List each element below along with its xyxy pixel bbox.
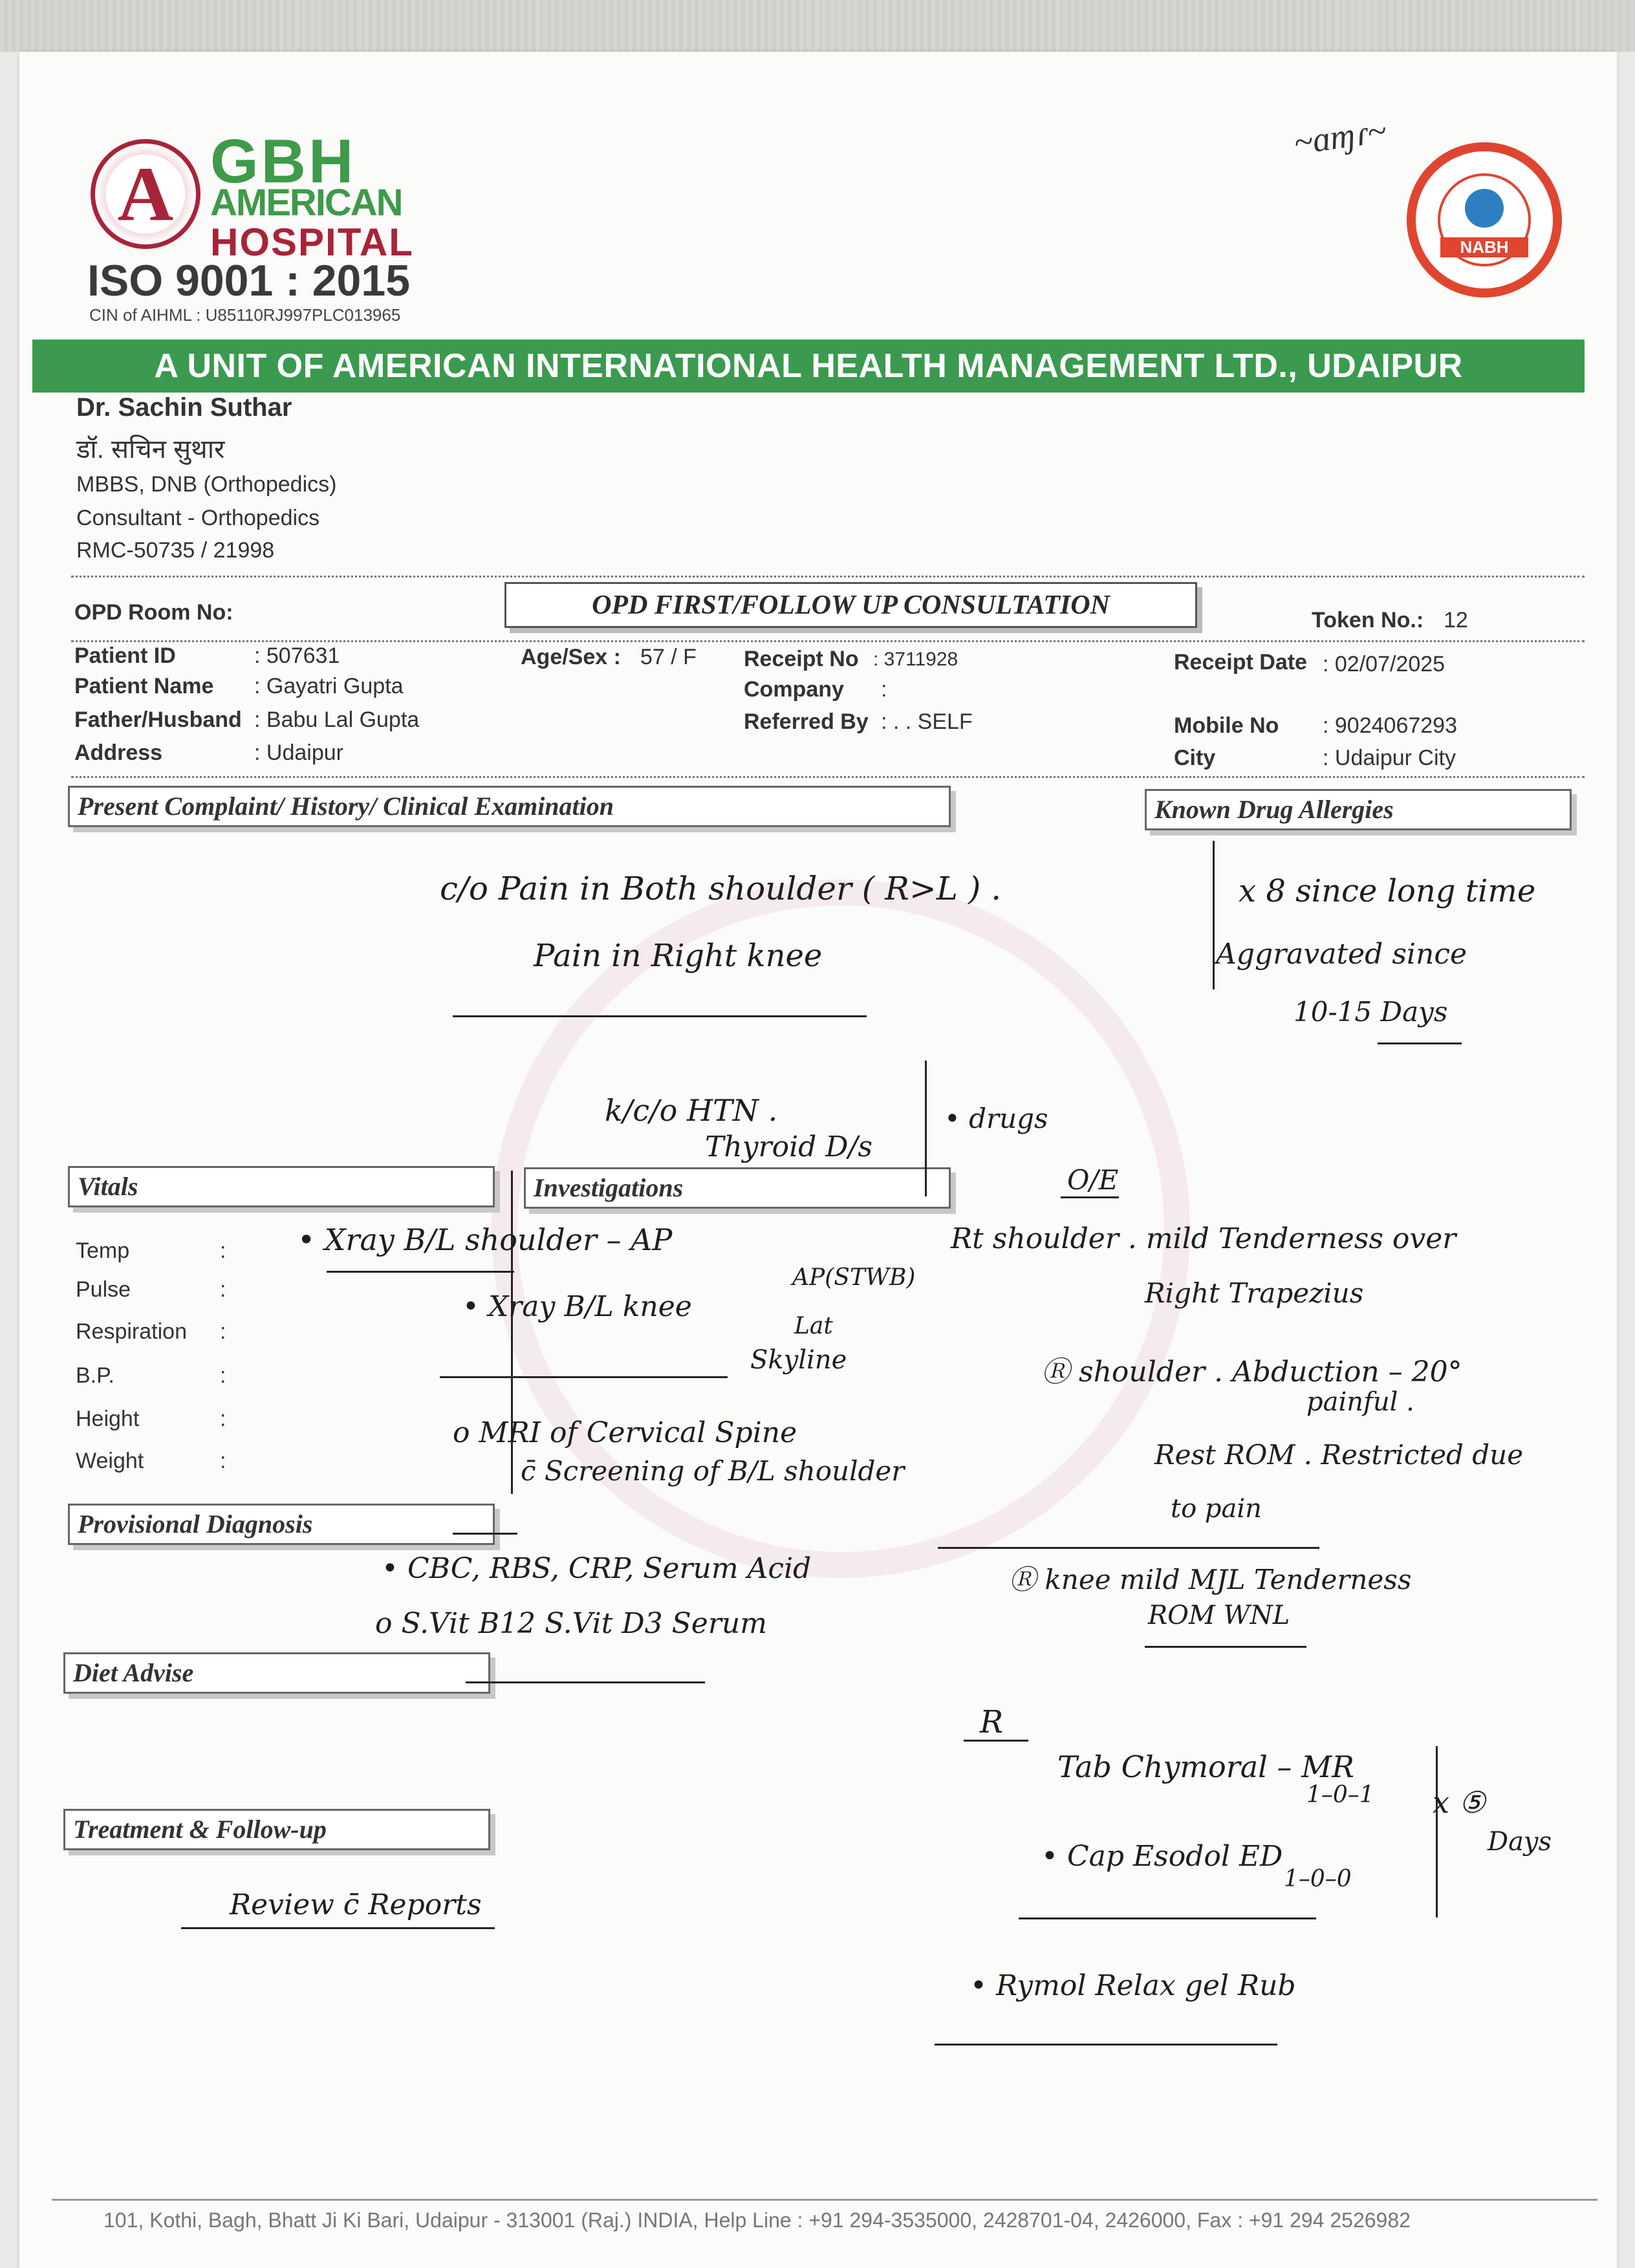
vital-temp: Temp [76,1238,130,1263]
mobile: : 9024067293 [1323,713,1457,738]
nabh-seal-icon [1407,142,1562,297]
hw-exam-4: painful . [1306,1387,1414,1417]
hw-oe: O/E [1067,1164,1119,1196]
hw-exam-6: to pain [1171,1494,1262,1524]
hw-treatment-1-dose: 1–0–1 [1306,1782,1374,1808]
vital-height: Height [76,1407,140,1431]
city: : Udaipur City [1323,746,1456,770]
hw-complaint-5: 10-15 Days [1294,996,1448,1028]
hw-exam-3: Ⓡ shoulder . Abduction – 20° [1041,1355,1462,1388]
receipt-no-label: Receipt No [744,647,859,671]
hw-investigation-1: • Xray B/L shoulder – AP [298,1222,673,1257]
hw-treatment-3: • Rymol Relax gel Rub [970,1969,1296,2002]
section-diet: Diet Advise [63,1652,490,1694]
doctor-registration: RMC-50735 / 21998 [76,538,275,563]
company: : [881,677,887,702]
logo-hospital: HOSPITAL [210,221,414,264]
divider [71,640,1585,642]
hw-treatment-2: • Cap Esodol ED [1041,1840,1283,1873]
hw-history-3: • drugs [944,1103,1048,1134]
section-diagnosis: Provisional Diagnosis [68,1504,495,1545]
hw-treatment-2-dose: 1–0–0 [1284,1866,1352,1892]
hw-complaint-1: c/o Pain in Both shoulder ( R>L ) . [440,870,1002,907]
footer-address: 101, Kothi, Bagh, Bhatt Ji Ki Bari, Udaipur - 313001 (Raj.) INDIA, Help Line : +91 294-3535000, 2428701-04, 2426000, Fax : +91 294 2526982 [103,2209,1411,2232]
section-treatment: Treatment & Follow-up [63,1809,490,1850]
section-investigations: Investigations [524,1167,951,1209]
opd-room-label: OPD Room No: [74,600,233,625]
hw-history-1: k/c/o HTN . [605,1093,778,1128]
hw-history-2: Thyroid D/s [705,1130,872,1163]
father-name: : Babu Lal Gupta [254,707,420,732]
mobile-label: Mobile No [1174,713,1279,738]
vital-weight: Weight [76,1449,144,1473]
section-vitals: Vitals [68,1166,495,1207]
hw-rx-symbol: R [980,1704,1004,1740]
nabh-label: NABH [1440,237,1528,257]
vital-colon: : [220,1363,226,1388]
referred-by: : . . SELF [881,709,973,734]
receipt-date-label: Receipt Date [1174,650,1307,675]
footer-divider [52,2199,1597,2201]
hw-complaint-2: Pain in Right knee [534,938,823,974]
hw-review: Review c̄ Reports [230,1888,482,1921]
doctor-name: Dr. Sachin Suthar [76,393,292,422]
logo-gbh: GBH [210,127,356,196]
vital-bp: B.P. [76,1363,114,1388]
address: : Udaipur [254,740,343,765]
hw-diagnosis-1: • CBC, RBS, CRP, Serum Acid [382,1552,812,1585]
hw-investigation-7: c̄ Screening of B/L shoulder [521,1455,905,1487]
section-allergies: Known Drug Allergies [1145,789,1572,830]
hospital-logo-icon: A [91,139,200,249]
patient-id: : 507631 [254,643,340,668]
vital-colon: : [220,1407,226,1431]
logo-american: AMERICAN [210,182,402,224]
signature-icon: ~ɑɱɾ~ [1291,111,1389,162]
doctor-name-hindi: डॉ. सचिन सुथार [76,435,225,464]
hw-complaint-3: x 8 since long time [1239,873,1536,909]
vital-colon: : [220,1449,226,1473]
hw-exam-1: Rt shoulder . mild Tenderness over [951,1222,1456,1255]
hw-investigation-2: • Xray B/L knee [462,1290,692,1323]
age-sex: 57 / F [640,645,697,669]
divider [71,576,1585,578]
form-title: OPD FIRST/FOLLOW UP CONSULTATION [504,582,1197,628]
hw-exam-2: Right Trapezius [1145,1277,1364,1309]
company-label: Company [744,677,844,702]
vital-colon: : [220,1238,226,1263]
token-label: Token No.: [1312,608,1424,632]
hw-knee-2: ROM WNL [1148,1601,1290,1630]
vital-colon: : [220,1277,226,1302]
token-value: 12 [1444,608,1468,632]
hospital-banner: A UNIT OF AMERICAN INTERNATIONAL HEALTH MANAGEMENT LTD., UDAIPUR [32,340,1585,393]
father-label: Father/Husband [74,707,242,732]
hw-complaint-4: Aggravated since [1216,938,1467,971]
cin-number: CIN of AIHML : U85110RJ997PLC013965 [89,305,401,325]
hw-investigation-5: Skyline [750,1345,847,1375]
city-label: City [1174,746,1216,770]
patient-id-label: Patient ID [74,643,176,668]
hw-knee-1: Ⓡ knee mild MJL Tenderness [1009,1564,1412,1595]
doctor-degree: MBBS, DNB (Orthopedics) [76,472,337,497]
doctor-role: Consultant - Orthopedics [76,506,320,530]
vital-respiration: Respiration [76,1319,187,1344]
patient-name: : Gayatri Gupta [254,674,404,698]
receipt-no: : 3711928 [873,649,958,670]
hw-diagnosis-2: o S.Vit B12 S.Vit D3 Serum [375,1607,767,1640]
hw-investigation-6: o MRI of Cervical Spine [453,1416,797,1449]
hw-investigation-3: AP(STWB) [792,1264,916,1291]
divider [71,776,1585,778]
address-label: Address [74,740,163,765]
hw-duration: x ⑤ [1433,1785,1486,1820]
hw-duration-days: Days [1488,1827,1552,1857]
age-sex-label: Age/Sex : [521,645,621,669]
section-complaint: Present Complaint/ History/ Clinical Examination [68,786,951,827]
scan-edge [0,0,1635,52]
hw-investigation-4: Lat [794,1313,833,1339]
hw-treatment-1: Tab Chymoral – MR [1057,1749,1354,1784]
vital-colon: : [220,1319,226,1344]
hw-exam-5: Rest ROM . Restricted due [1154,1439,1524,1471]
vital-pulse: Pulse [76,1277,131,1302]
iso-certification: ISO 9001 : 2015 [87,256,411,305]
patient-name-label: Patient Name [74,674,214,698]
receipt-date: : 02/07/2025 [1323,652,1446,676]
referred-label: Referred By [744,709,869,734]
